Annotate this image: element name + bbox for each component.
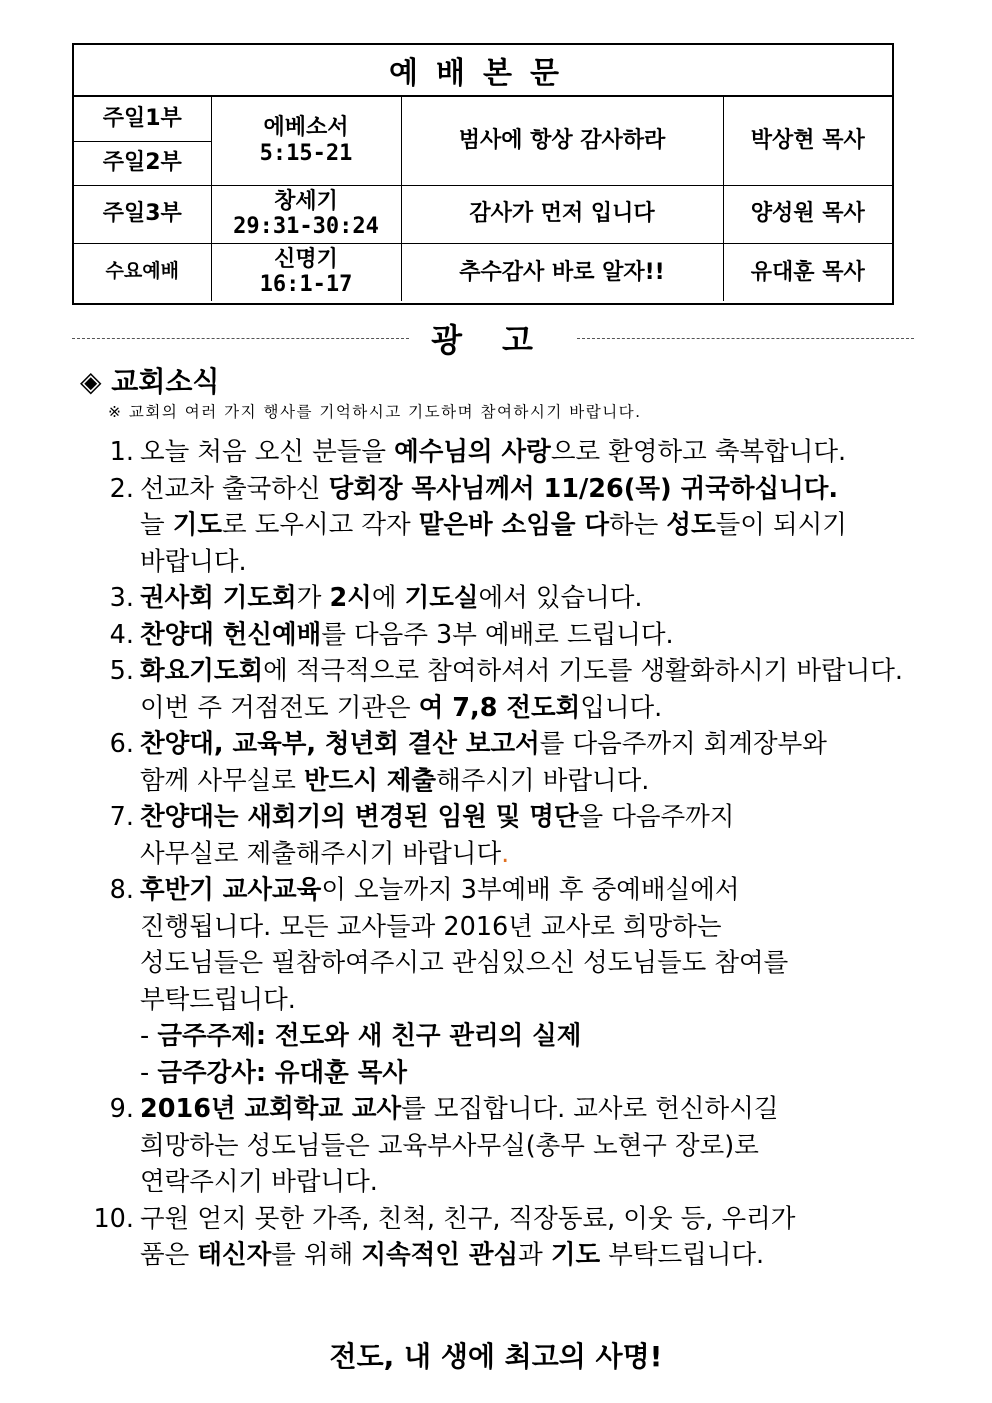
- service-cell: 주일3부: [74, 185, 211, 243]
- emphasis-text: 후반기 교사교육: [140, 875, 322, 905]
- item-text: [140, 653, 952, 726]
- text-run: 이 오늘까지 3부예배 후 중예배실에서: [321, 875, 740, 905]
- text-run: -: [140, 1057, 158, 1088]
- item-text: [140, 580, 952, 617]
- item-line: [140, 1128, 952, 1165]
- emphasis-text: 금주주제: 전도와 새 친구 관리의 실제: [157, 1021, 582, 1051]
- text-run: 이번 주 거점전도 기관은: [140, 692, 419, 723]
- text-run: 부탁드립니다.: [600, 1240, 765, 1270]
- scripture-verse: 5:15-21: [259, 140, 353, 166]
- item-line: [140, 1237, 952, 1274]
- text-run: 를 다음주 3부 예배로 드립니다.: [321, 619, 674, 650]
- service-cell: 수요예배: [74, 243, 211, 301]
- emphasis-text: 찬양대, 교육부, 청년회 결산 보고서: [140, 729, 540, 759]
- text-run: 사무실로 제출해주시기 바랍니다: [140, 838, 502, 869]
- news-title: ◈ 교회소식: [80, 365, 220, 398]
- text-run: 을 다음주까지: [578, 802, 735, 832]
- item-number: 7.: [109, 802, 134, 832]
- item-number: 8.: [109, 875, 134, 905]
- emphasis-text: 지속적인 관심: [361, 1240, 519, 1270]
- emphasis-text: 당회장 목사님께서 11/26(목) 귀국하십니다.: [328, 473, 839, 504]
- scripture-book: 에베소서: [263, 115, 349, 141]
- worship-table: [72, 43, 894, 305]
- item-line: [140, 1164, 952, 1201]
- item-line: [140, 471, 952, 508]
- ad-heading: [72, 318, 914, 358]
- item-line: [140, 544, 952, 581]
- scripture-cell: [211, 97, 401, 185]
- item-text: [140, 799, 952, 872]
- item-number: 9.: [109, 1094, 134, 1124]
- text-run: 늘: [140, 510, 173, 540]
- item-line: [140, 617, 952, 654]
- text-run: 를 모집합니다. 교사로 헌신하시길: [401, 1094, 779, 1124]
- announcement-item: [72, 617, 952, 654]
- text-run: 에: [371, 583, 405, 613]
- sermon-cell: 감사가 먼저 입니다: [401, 185, 723, 243]
- item-line: [140, 434, 952, 471]
- preacher-cell: 양성원 목사: [723, 185, 892, 243]
- item-line: [140, 763, 952, 800]
- emphasis-text: 찬양대는 새회기의 변경된 임원 및 명단: [140, 802, 579, 832]
- emphasis-text: 권사회 기도회: [140, 583, 297, 613]
- text-run: 선교차 출국하신: [140, 473, 329, 504]
- divider-right: [577, 338, 914, 339]
- item-number: 3.: [109, 583, 134, 613]
- item-text: [140, 434, 952, 471]
- text-run: 연락주시기 바랍니다.: [140, 1167, 378, 1197]
- text-run: 진행됩니다. 모든 교사들과 2016년 교사로 희망하는: [140, 911, 722, 942]
- worship-schedule: [74, 97, 892, 301]
- item-line: [140, 653, 952, 690]
- emphasis-text: 맡은바 소임을 다: [418, 510, 609, 540]
- item-line: [140, 836, 952, 873]
- emphasis-text: 기도실: [404, 583, 479, 613]
- item-number: 4.: [109, 619, 134, 650]
- text-run: 에서 있습니다.: [478, 583, 643, 613]
- service-cell: 주일2부: [74, 141, 211, 185]
- emphasis-text: 2시: [329, 583, 372, 613]
- announcement-item: [72, 653, 952, 726]
- item-line: [140, 909, 952, 946]
- text-run: 부탁드립니다.: [140, 984, 296, 1015]
- item-line: [140, 726, 952, 763]
- closing-slogan: 전도, 내 생에 최고의 사명!: [329, 1340, 663, 1373]
- service-cell: 주일1부: [74, 97, 211, 141]
- ad-title: 광고: [431, 321, 573, 359]
- text-run: 들이 되시기: [715, 510, 847, 540]
- item-text: [140, 1201, 952, 1274]
- announcement-item: [72, 1201, 952, 1274]
- scripture-cell: [211, 243, 401, 301]
- announcement-item: [72, 471, 952, 581]
- item-line: [140, 1201, 952, 1238]
- emphasis-text: 금주강사: 유대훈 목사: [157, 1057, 407, 1088]
- item-text: [140, 872, 952, 1091]
- item-line: [140, 1055, 952, 1092]
- announcement-item: [72, 872, 952, 1091]
- text-run: .: [501, 838, 510, 869]
- scripture-book: 창세기: [274, 188, 338, 214]
- text-run: 희망하는 성도님들은 교육부사무실(총무 노현구 장로)로: [140, 1130, 759, 1161]
- item-line: [140, 872, 952, 909]
- scripture-cell: [211, 185, 401, 243]
- news-note: ※ 교회의 여러 가지 행사를 기억하시고 기도하며 참여하시기 바랍니다.: [108, 403, 642, 421]
- text-run: 성도님들은 필참하여주시고 관심있으신 성도님들도 참여를: [140, 948, 789, 978]
- emphasis-text: 기도: [550, 1240, 601, 1270]
- preacher-cell: 박상현 목사: [723, 97, 892, 185]
- item-line: [140, 507, 952, 544]
- item-text: [140, 471, 952, 581]
- item-number: 6.: [109, 729, 134, 759]
- text-run: 입니다.: [580, 692, 663, 723]
- scripture-verse: 29:31-30:24: [233, 214, 379, 239]
- emphasis-text: 반드시 제출: [304, 765, 437, 796]
- preacher-cell: 유대훈 목사: [723, 243, 892, 301]
- emphasis-text: 태신자: [197, 1240, 272, 1270]
- announcement-item: [72, 580, 952, 617]
- announcement-item: [72, 434, 952, 471]
- text-run: 에 적극적으로 참여하셔서 기도를 생활화하시기 바랍니다.: [263, 656, 903, 686]
- announcement-item: [72, 1091, 952, 1201]
- text-run: 함께 사무실로: [140, 765, 305, 796]
- emphasis-text: 찬양대 헌신예배: [140, 619, 322, 650]
- emphasis-text: 화요기도회: [140, 656, 264, 686]
- item-number: 5.: [109, 656, 134, 686]
- item-number: 1.: [109, 437, 134, 467]
- text-run: 가: [296, 583, 330, 613]
- announcement-item: [72, 726, 952, 799]
- item-line: [140, 799, 952, 836]
- text-run: -: [140, 1021, 158, 1051]
- text-run: 오늘 처음 오신 분들을: [140, 437, 395, 467]
- text-run: 품은: [140, 1240, 198, 1270]
- text-run: 를 다음주까지 회계장부와: [539, 729, 827, 759]
- item-number: 2.: [109, 473, 134, 504]
- worship-title: 예배본문: [74, 45, 892, 97]
- announcement-item: [72, 799, 952, 872]
- text-run: 과: [518, 1240, 551, 1270]
- announcement-list: [72, 434, 952, 1274]
- text-run: 를 위해: [271, 1240, 362, 1270]
- item-line: [140, 982, 952, 1019]
- sermon-cell: 범사에 항상 감사하라: [401, 97, 723, 185]
- emphasis-text: 성도: [666, 510, 716, 540]
- item-line: [140, 580, 952, 617]
- item-line: [140, 1091, 952, 1128]
- text-run: 해주시기 바랍니다.: [436, 765, 650, 796]
- scripture-book: 신명기: [274, 246, 338, 272]
- text-run: 바랍니다.: [140, 546, 247, 577]
- scripture-verse: 16:1-17: [259, 272, 353, 298]
- text-run: 구원 얻지 못한 가족, 친척, 친구, 직장동료, 이웃 등, 우리가: [140, 1203, 796, 1234]
- item-line: [140, 945, 952, 982]
- text-run: 로 도우시고 각자: [222, 510, 419, 540]
- item-text: [140, 617, 952, 654]
- item-text: [140, 726, 952, 799]
- text-run: 하는: [608, 510, 667, 540]
- item-line: [140, 690, 952, 727]
- emphasis-text: 여 7,8 전도회: [418, 692, 581, 723]
- divider-left: [72, 338, 409, 339]
- item-text: [140, 1091, 952, 1201]
- text-run: 으로 환영하고 축복합니다.: [550, 437, 847, 467]
- sermon-cell: 추수감사 바로 알자!!: [401, 243, 723, 301]
- item-number: 10.: [93, 1203, 134, 1234]
- emphasis-text: 기도: [172, 510, 223, 540]
- emphasis-text: 예수님의 사랑: [394, 437, 551, 467]
- emphasis-text: 2016년 교회학교 교사: [140, 1094, 402, 1124]
- item-line: [140, 1018, 952, 1055]
